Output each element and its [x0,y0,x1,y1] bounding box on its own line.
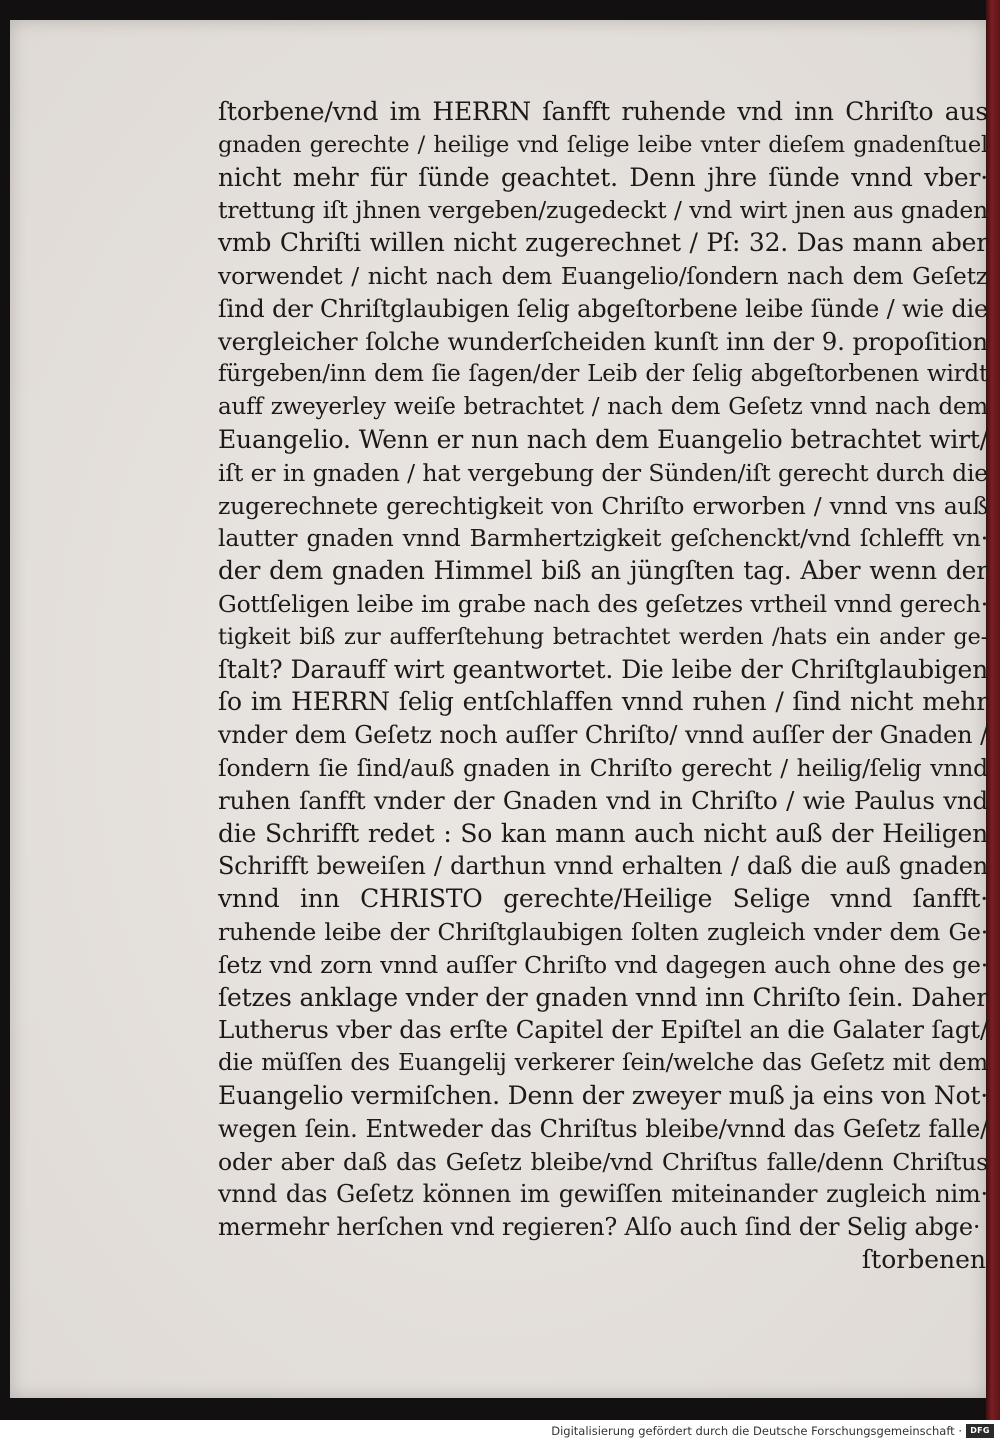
text-line: oder aber daß das Geſetz bleibe/vnd Chriſtus falle/denn Chriſtus [218,1147,988,1176]
text-line: fürgeben/inn dem ſie ſagen/der Leib der ſelig abgeſtorbenen wirdt [218,361,988,388]
text-line: Lutherus vber das erſte Capitel der Epiſtel an die Galater ſagt/ [218,1015,988,1045]
text-line: vnnd das Geſetz können im gewiſſen miteinander zugleich nim· [218,1180,988,1209]
text-line: Euangelio. Wenn er nun nach dem Euangelio betrachtet wirt/ [218,424,988,454]
text-line: Schrifft beweiſen / darthun vnnd erhalten / daß die auß gnaden [218,852,988,881]
digitization-footer [0,1420,1000,1444]
binding-edge [986,0,1000,1420]
text-line: ruhen ſanfft vnder der Gnaden vnd in Chriſto / wie Paulus vnd [218,785,988,815]
text-line: vorwendet / nicht nach dem Euangelio/ſondern nach dem Geſetz [218,261,988,290]
dfg-logo: DFG [966,1424,994,1438]
text-line: vergleicher ſolche wunderſcheiden kunſt inn der 9. propoſition [218,326,988,356]
text-line: trettung iſt jhnen vergeben/zugedeckt / vnd wirt jnen aus gnaden [218,196,988,225]
text-line: ſtorbene/vnd im HERRN ſanfft ruhende vnd inn Chriſto aus [218,97,988,126]
text-line: wegen ſein. Entweder das Chriſtus bleibe/vnnd das Geſetz falle/ [218,1114,988,1143]
text-line: vnnd inn CHRISTO gerechte/Heilige Selige vnnd ſanfft· [218,884,988,914]
text-line: ſondern ſie ſind/auß gnaden in Chriſto gerecht / heilig/ſelig vnnd [218,753,988,782]
text-line: tigkeit biß zur aufferſtehung betrachtet werden /hats ein ander ge- [218,623,988,650]
text-line: ſind der Chriſtglaubigen ſelig abgeſtorbene leibe ſünde / wie die [218,294,988,323]
text-line: lautter gnaden vnnd Barmhertzigkeit geſchenckt/vnd ſchlefft vn· [218,524,988,553]
funding-credit: Digitalisierung gefördert durch die Deutsche Forschungsgemeinschaft · [551,1424,962,1438]
text-line: zugerechnete gerechtigkeit von Chriſto erworben / vnnd vns auß [218,491,988,520]
text-line: iſt er in gnaden / hat vergebung der Sünden/iſt gerecht durch die [218,458,988,487]
text-line: die Schrifft redet : So kan mann auch nicht auß der Heiligen [218,818,988,848]
text-line: vmb Chriſti willen nicht zugerechnet / Pſ: 32. Das mann aber [218,228,988,258]
catchword: ſtorbenen [861,1244,986,1274]
text-line: die müſſen des Euangelij verkerer ſein/welche das Geſetz mit dem [218,1050,988,1077]
text-line: nicht mehr für ſünde geachtet. Denn jhre ſünde vnnd vber· [218,162,988,192]
text-line: Euangelio vermiſchen. Denn der zweyer muß ja eins von Not· [218,1080,988,1110]
page-body-text [218,96,988,1276]
text-line: mermehr herſchen vnd regieren? Alſo auch ſind der Selig abge· [218,1213,981,1242]
text-line: der dem gnaden Himmel biß an jüngſten tag. Aber wenn der [218,556,988,586]
text-line: gnaden gerechte / heilige vnd ſelige leibe vnter dieſem gnadenſtuel [218,131,988,158]
text-line: ſetzes anklage vnder der gnaden vnnd inn Chriſto ſein. Daher [218,982,988,1012]
text-line: ſo im HERRN ſelig entſchlaffen vnnd ruhen / ſind nicht mehr [218,687,988,717]
text-line: ſetz vnd zorn vnnd auſſer Chriſto vnd dagegen auch ohne des ge· [218,950,988,979]
text-line: auff zweyerley weiſe betrachtet / nach dem Geſetz vnnd nach dem [218,394,988,421]
text-line: Gottſeligen leibe im grabe nach des geſetzes vrtheil vnnd gerech· [218,589,988,618]
text-line: ſtalt? Darauff wirt geantwortet. Die leibe der Chriſtglaubigen [218,654,988,684]
text-line: vnder dem Geſetz noch auſſer Chriſto/ vnnd auſſer der Gnaden / [218,721,988,750]
text-line: ruhende leibe der Chriſtglaubigen ſolten zugleich vnder dem Ge· [218,917,988,946]
